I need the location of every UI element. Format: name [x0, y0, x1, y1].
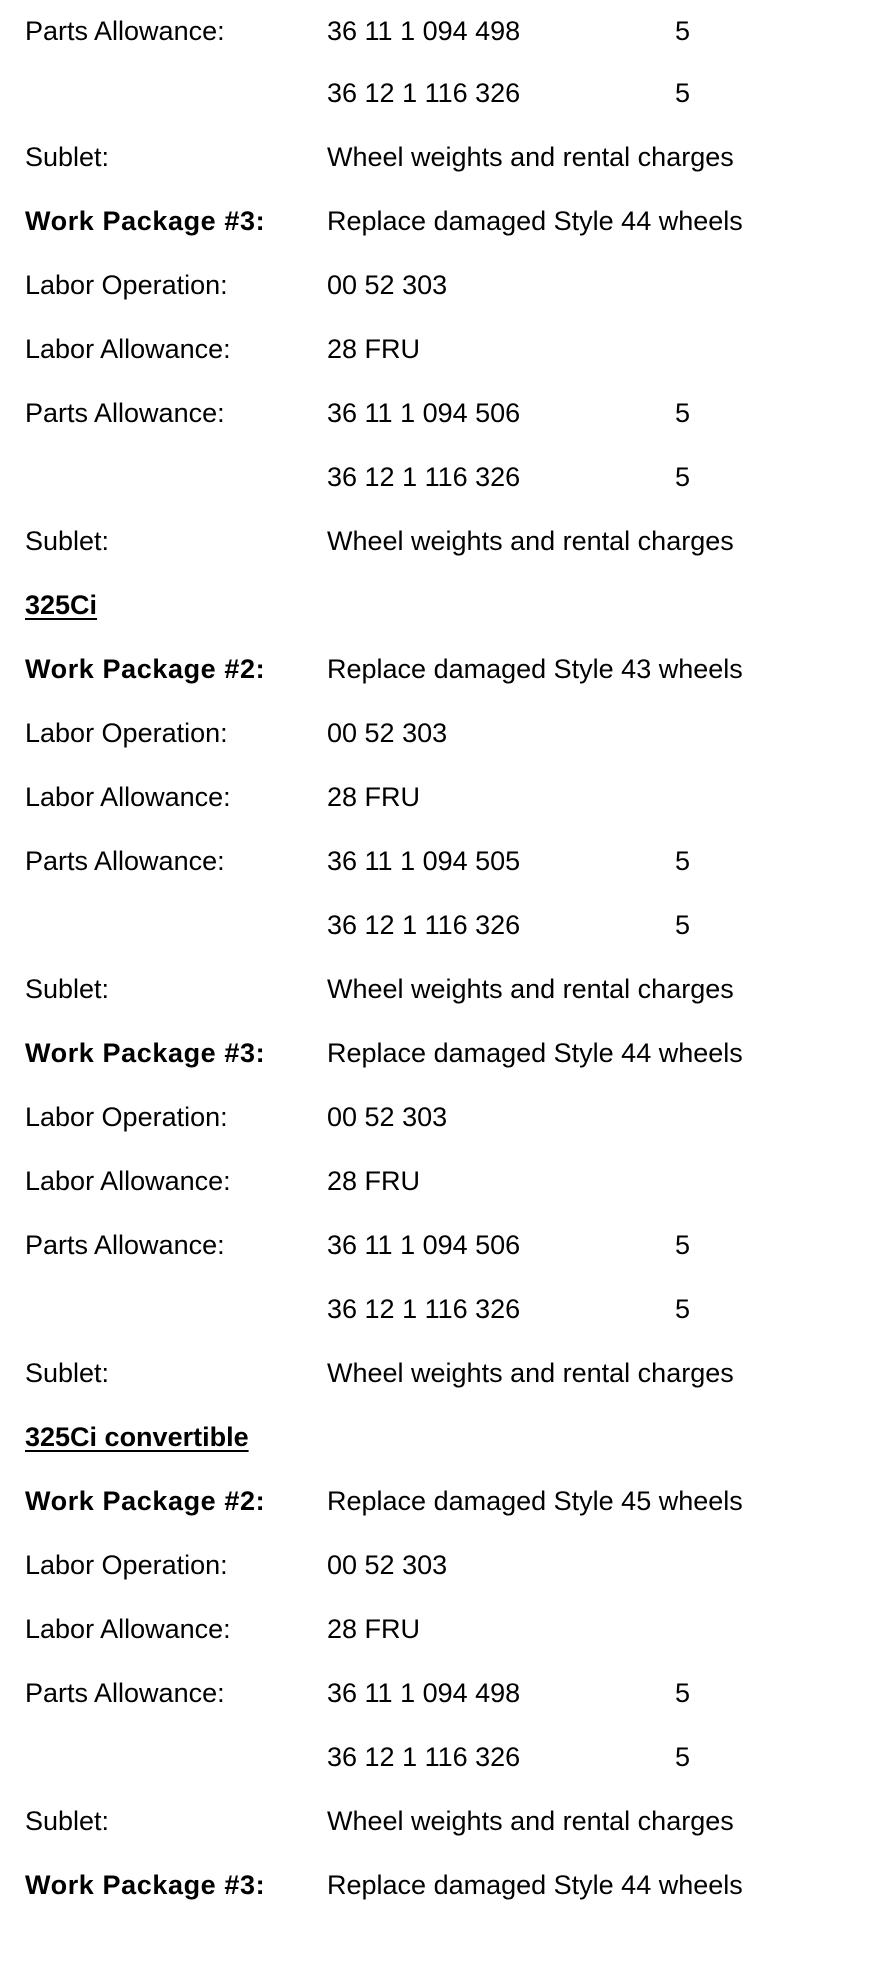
field-label: Labor Allowance:: [25, 334, 231, 364]
row-parts-continuation: [0, 1287, 896, 1331]
row-labor-operation: [0, 1543, 896, 1587]
model-heading: 325Ci convertible: [25, 1422, 249, 1452]
sublet-value: Wheel weights and rental charges: [327, 142, 734, 172]
row-labor-allowance: [0, 1159, 896, 1203]
field-label: Labor Operation:: [25, 1102, 228, 1132]
work-package-label: Work Package #3:: [25, 1870, 266, 1900]
field-label: Labor Operation:: [25, 718, 228, 748]
field-label: Parts Allowance:: [25, 1678, 225, 1708]
work-package-description: Replace damaged Style 44 wheels: [327, 1038, 743, 1068]
row-work-package: [0, 1031, 896, 1075]
part-number: 36 12 1 116 326: [327, 1742, 521, 1772]
field-label: Sublet:: [25, 142, 110, 172]
part-number: 36 11 1 094 505: [327, 846, 521, 876]
model-heading: 325Ci: [25, 590, 98, 620]
work-package-label: Work Package #3:: [25, 1038, 266, 1068]
field-label: Sublet:: [25, 1806, 110, 1836]
part-quantity: 5: [675, 1742, 691, 1772]
row-labor-operation: [0, 1095, 896, 1139]
labor-operation-value: 00 52 303: [327, 1102, 448, 1132]
field-label: Sublet:: [25, 974, 110, 1004]
sublet-value: Wheel weights and rental charges: [327, 974, 734, 1004]
field-label: Labor Allowance:: [25, 1614, 231, 1644]
part-quantity: 5: [675, 846, 691, 876]
row-section-heading: [0, 1415, 896, 1459]
part-quantity: 5: [675, 78, 691, 108]
row-sublet: [0, 1799, 896, 1843]
work-package-label: Work Package #2:: [25, 654, 266, 684]
row-labor-allowance: [0, 1607, 896, 1651]
row-labor-allowance: [0, 775, 896, 819]
row-parts-allowance: [0, 1671, 896, 1715]
part-quantity: 5: [675, 16, 691, 46]
part-number: 36 12 1 116 326: [327, 78, 521, 108]
labor-operation-value: 00 52 303: [327, 1550, 448, 1580]
part-number: 36 11 1 094 506: [327, 1230, 521, 1260]
row-parts-allowance: [0, 9, 896, 53]
work-package-label: Work Package #3:: [25, 206, 266, 236]
field-label: Labor Allowance:: [25, 782, 231, 812]
row-parts-allowance: [0, 839, 896, 883]
work-package-description: Replace damaged Style 44 wheels: [327, 206, 743, 236]
sublet-value: Wheel weights and rental charges: [327, 1806, 734, 1836]
field-label: Sublet:: [25, 1358, 110, 1388]
labor-allowance-value: 28 FRU: [327, 1166, 421, 1196]
row-work-package: [0, 199, 896, 243]
row-parts-continuation: [0, 903, 896, 947]
work-package-description: Replace damaged Style 44 wheels: [327, 1870, 743, 1900]
labor-allowance-value: 28 FRU: [327, 334, 421, 364]
part-quantity: 5: [675, 910, 691, 940]
part-quantity: 5: [675, 1678, 691, 1708]
field-label: Parts Allowance:: [25, 846, 225, 876]
row-sublet: [0, 519, 896, 563]
field-label: Sublet:: [25, 526, 110, 556]
part-quantity: 5: [675, 1230, 691, 1260]
labor-operation-value: 00 52 303: [327, 718, 448, 748]
part-quantity: 5: [675, 398, 691, 428]
part-number: 36 12 1 116 326: [327, 462, 521, 492]
field-label: Parts Allowance:: [25, 16, 225, 46]
labor-operation-value: 00 52 303: [327, 270, 448, 300]
row-section-heading: [0, 583, 896, 627]
work-package-description: Replace damaged Style 45 wheels: [327, 1486, 743, 1516]
row-labor-allowance: [0, 327, 896, 371]
field-label: Labor Operation:: [25, 270, 228, 300]
part-quantity: 5: [675, 462, 691, 492]
sublet-value: Wheel weights and rental charges: [327, 1358, 734, 1388]
row-sublet: [0, 967, 896, 1011]
sublet-value: Wheel weights and rental charges: [327, 526, 734, 556]
field-label: Parts Allowance:: [25, 1230, 225, 1260]
row-labor-operation: [0, 711, 896, 755]
row-parts-allowance: [0, 1223, 896, 1267]
labor-allowance-value: 28 FRU: [327, 782, 421, 812]
part-number: 36 11 1 094 498: [327, 16, 521, 46]
labor-allowance-value: 28 FRU: [327, 1614, 421, 1644]
row-work-package: [0, 647, 896, 691]
row-parts-continuation: [0, 71, 896, 115]
field-label: Parts Allowance:: [25, 398, 225, 428]
part-number: 36 11 1 094 506: [327, 398, 521, 428]
work-package-label: Work Package #2:: [25, 1486, 266, 1516]
row-work-package: [0, 1863, 896, 1907]
row-parts-continuation: [0, 1735, 896, 1779]
field-label: Labor Allowance:: [25, 1166, 231, 1196]
row-sublet: [0, 1351, 896, 1395]
row-parts-continuation: [0, 455, 896, 499]
part-number: 36 12 1 116 326: [327, 910, 521, 940]
row-parts-allowance: [0, 391, 896, 435]
row-sublet: [0, 135, 896, 179]
work-package-description: Replace damaged Style 43 wheels: [327, 654, 743, 684]
row-labor-operation: [0, 263, 896, 307]
part-number: 36 11 1 094 498: [327, 1678, 521, 1708]
part-number: 36 12 1 116 326: [327, 1294, 521, 1324]
part-quantity: 5: [675, 1294, 691, 1324]
field-label: Labor Operation:: [25, 1550, 228, 1580]
row-work-package: [0, 1479, 896, 1523]
